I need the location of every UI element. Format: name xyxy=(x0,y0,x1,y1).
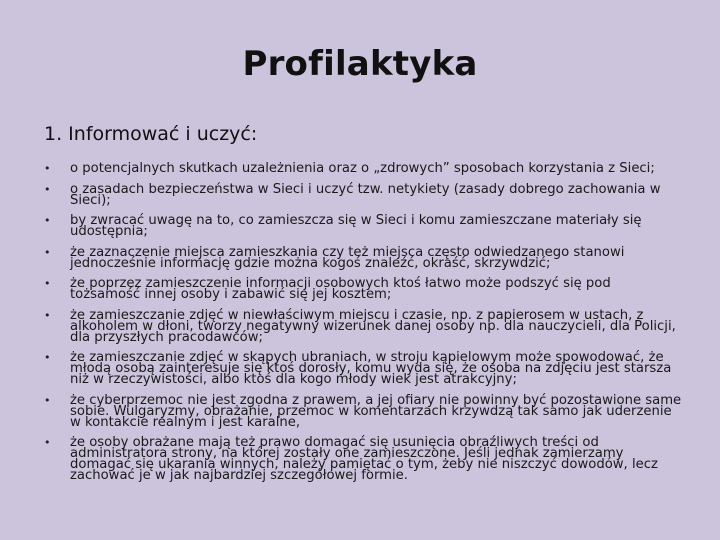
list-item-text: że zaznaczenie miejsca zamieszkania czy też miejsca często odwiedzanego stanowi jednocześnie informację gdzie można kogoś znaleźć, okraść, skrzywdzić; xyxy=(70,244,625,271)
bullet-icon: • xyxy=(44,182,51,196)
list-item xyxy=(44,181,684,208)
bullet-icon: • xyxy=(44,245,51,259)
bullet-icon: • xyxy=(44,308,51,322)
list-item-text: że osoby obrażane mają też prawo domagać się usunięcia obraźliwych treści od administratora strony, na której zostały one zamieszczone. Jeśli jednak zamierzamy domagać się ukarania winnych, należy pamiętać o tym, żeby nie niszczyć dowodów, lecz zachować je w jak najbardziej szczegółowej formie. xyxy=(70,435,658,483)
bullet-icon: • xyxy=(44,214,51,227)
list-item-text: o zasadach bezpieczeństwa w Sieci i uczyć tzw. netykiety (zasady dobrego zachowania w Sieci); xyxy=(70,181,661,208)
list-item xyxy=(44,392,684,430)
list-item-text: o potencjalnych skutkach uzależnienia oraz o „zdrowych” sposobach korzystania z Sieci; xyxy=(70,161,655,176)
bullet-icon: • xyxy=(44,277,51,290)
list-item xyxy=(44,244,684,271)
list-item-text: że zamieszczanie zdjęć w niewłaściwym miejscu i czasie, np. z papierosem w ustach, z alkoholem w dłoni, tworzy negatywny wizerunek danej osoby np. dla nauczycieli, dla Policji, dla przyszłych pracodawców; xyxy=(70,307,676,345)
section-heading: 1. Informować i uczyć: xyxy=(44,123,258,145)
list-item xyxy=(44,163,684,174)
bullet-icon: • xyxy=(44,393,51,407)
slide-title: Profilaktyka xyxy=(242,44,478,84)
list-item-text: by zwracać uwagę na to, co zamieszcza się w Sieci i komu zamieszczane materiały się udostępnia; xyxy=(70,213,642,239)
bullet-icon: • xyxy=(44,436,51,449)
list-item-text: że cyberprzemoc nie jest zgodna z prawem, a jej ofiary nie powinny być pozostawione same sobie. Wulgaryzmy, obrażanie, przemoc w komentarzach krzywdzą tak samo jak uderzenie w kontakcie realnym i jest karalne, xyxy=(70,392,682,430)
list-item xyxy=(44,307,684,345)
list-item xyxy=(44,437,684,481)
bullet-icon: • xyxy=(44,351,51,364)
bullet-list xyxy=(44,163,684,491)
bullet-icon: • xyxy=(44,162,51,175)
list-item xyxy=(44,278,684,300)
list-item-text: że zamieszczanie zdjęć w skąpych ubraniach, w stroju kąpielowym może spowodować, że młodą osobą zainteresuje się ktoś dorosły, komu wyda się, że osoba na zdjęciu jest starsza niż w rzeczywistości, albo ktoś dla kogo młody wiek jest atrakcyjny; xyxy=(70,350,672,387)
list-item xyxy=(44,215,684,237)
list-item-text: że poprzez zamieszczenie informacji osobowych ktoś łatwo może podszyć się pod tożsamość innej osoby i zabawić się jej kosztem; xyxy=(70,276,611,302)
list-item xyxy=(44,352,684,385)
